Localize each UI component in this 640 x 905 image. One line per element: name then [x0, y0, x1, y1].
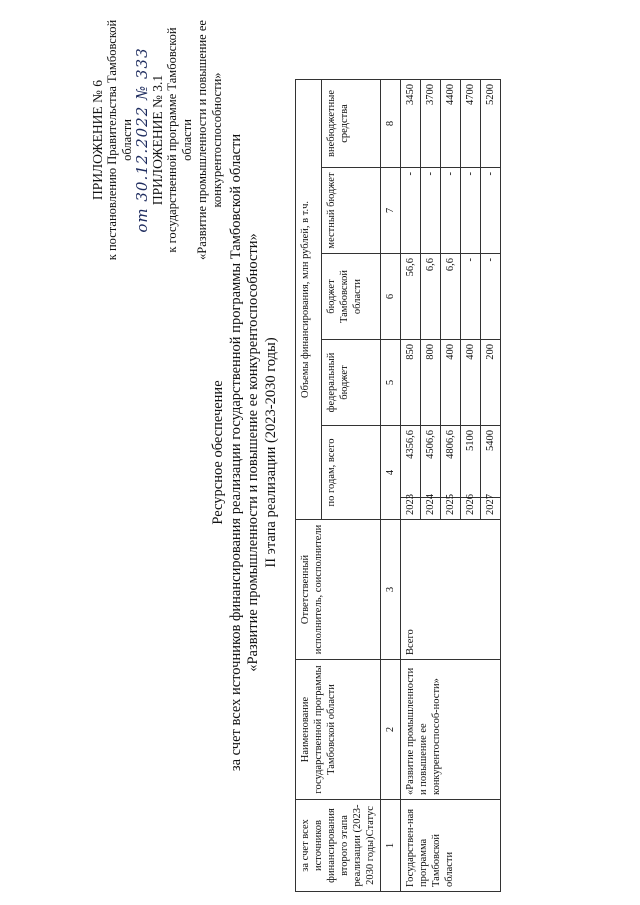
header-executor: Ответственный исполнитель, соисполнители [296, 520, 381, 660]
header-federal: федеральный бюджет [321, 340, 380, 426]
federal-cell: 800 [421, 340, 441, 426]
year-cell: 2027 [481, 498, 501, 520]
total-cell: 5400 [481, 426, 501, 498]
col-num-8: 8 [381, 79, 401, 167]
col-num-1: 1 [381, 800, 401, 892]
title-line-2: за счет всех источников финансирования реализации государственной программы Тамбовской области [227, 133, 244, 772]
year-cell: 2026 [461, 498, 481, 520]
year-cell: 2025 [441, 498, 461, 520]
regional-cell: - [461, 254, 481, 340]
year-cell: 2023 [401, 498, 421, 520]
header-extra: внебюджетные средства [321, 79, 380, 167]
col-num-7: 7 [381, 168, 401, 254]
program-name-cell: «Развитие промышленности и повышение ее конкурентоспособ-ности» [401, 660, 501, 800]
total-cell: 4806,6 [441, 426, 461, 498]
extra-cell: 3700 [421, 79, 441, 167]
program-line-3: конкурентоспособности» [210, 72, 224, 208]
regional-cell: - [481, 254, 501, 340]
title-line-1: Ресурсное обеспечение [210, 380, 226, 525]
total-cell: 4506,6 [421, 426, 441, 498]
col-num-3: 3 [381, 520, 401, 660]
document-title-block [210, 70, 280, 835]
extra-cell: 5200 [481, 79, 501, 167]
status-cell: Государствен-ная программа Тамбовской области [401, 800, 501, 892]
program-line-2: «Развитие промышленности и повышение ее [195, 20, 209, 260]
appendix-6-label: ПРИЛОЖЕНИЕ № 6 [90, 79, 105, 201]
table-header-row-1 [296, 79, 322, 891]
column-number-row [381, 79, 401, 891]
federal-cell: 850 [401, 340, 421, 426]
regional-cell: 6,6 [421, 254, 441, 340]
appendix-header [90, 15, 225, 265]
header-volumes: Объемы финансирования, млн рублей, в т.ч. [296, 79, 322, 519]
federal-cell: 400 [441, 340, 461, 426]
header-local: местный бюджет [321, 168, 380, 254]
program-line-1: к государственной программе Тамбовской области [165, 27, 194, 253]
executor-cell: Всего [401, 520, 501, 660]
local-cell: - [481, 168, 501, 254]
title-line-3: «Развитие промышленности и повышение ее конкурентоспособности» [245, 233, 261, 672]
local-cell: - [461, 168, 481, 254]
appendix-3-1-label: ПРИЛОЖЕНИЕ № 3.1 [150, 74, 165, 206]
header-program-name: Наименование государственной программы Тамбовской области [296, 660, 381, 800]
col-num-4: 4 [381, 426, 401, 520]
col-num-2: 2 [381, 660, 401, 800]
federal-cell: 400 [461, 340, 481, 426]
title-line-4: II этапа реализации (2023-2030 годы) [262, 337, 279, 568]
federal-cell: 200 [481, 340, 501, 426]
resolution-line: к постановлению Правительства Тамбовской области [105, 19, 134, 261]
year-cell: 2024 [421, 498, 441, 520]
regional-cell: 56,6 [401, 254, 421, 340]
col-num-6: 6 [381, 254, 401, 340]
local-cell: - [401, 168, 421, 254]
header-by-years: по годам, всего [321, 426, 380, 520]
financing-table [295, 79, 501, 892]
handwritten-date-number: от 30.12.2022 № 333 [133, 47, 151, 233]
header-regional: бюджет Тамбовской области [321, 254, 380, 340]
regional-cell: 6,6 [441, 254, 461, 340]
extra-cell: 4400 [441, 79, 461, 167]
total-cell: 4356,6 [401, 426, 421, 498]
extra-cell: 4700 [461, 79, 481, 167]
col-num-5: 5 [381, 340, 401, 426]
total-cell: 5100 [461, 426, 481, 498]
local-cell: - [441, 168, 461, 254]
local-cell: - [421, 168, 441, 254]
header-status: за счет всех источников финансирования второго этапа реализации (2023-2030 годы)Статус [296, 800, 381, 892]
table-row [401, 79, 421, 891]
extra-cell: 3450 [401, 79, 421, 167]
